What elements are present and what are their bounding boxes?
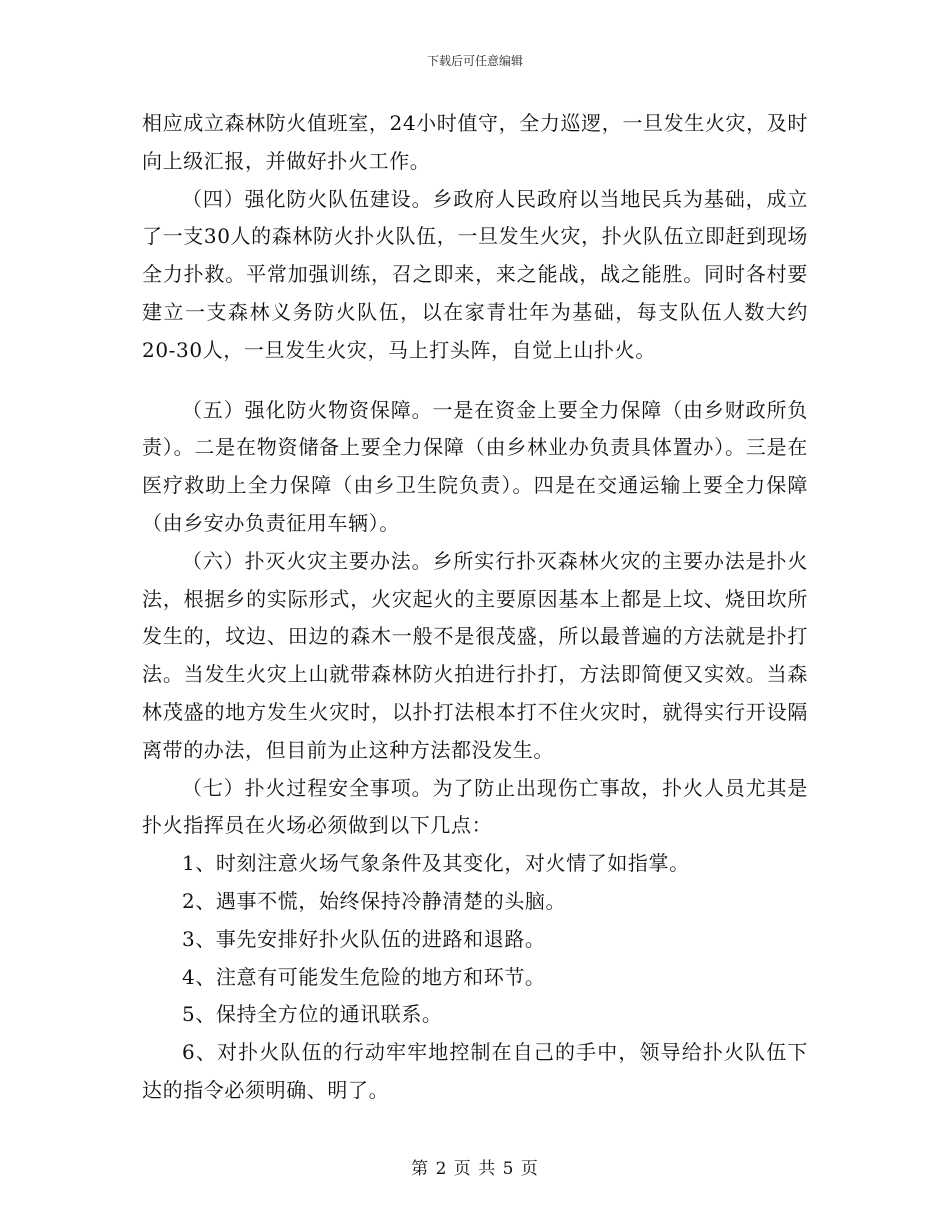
list-item-5: 5、保持全方位的通讯联系。 [182, 1002, 443, 1027]
list-item-3: 3、事先安排好扑火队伍的进路和退路。 [182, 926, 546, 951]
paragraph-continuation: 相应成立森林防火值班室，24小时值守，全力巡逻，一旦发生火灾，及时向上级汇报，并做好扑火工作。 [142, 111, 808, 173]
paragraph-section-4: （四）强化防火队伍建设。乡政府人民政府以当地民兵为基础，成立了一支30人的森林防火扑火队伍，一旦发生火灾，扑火队伍立即赶到现场全力扑救。平常加强训练，召之即来，来之能战，战之能胜。同时各村要建立一支森林义务防火队伍，以在家青壮年为基础，每支队伍人数大约20-30人，一旦发生火灾，马上打头阵，自觉上山扑火。 [142, 186, 808, 362]
paragraph-gap [142, 370, 808, 392]
page-footer: 第 2 页 共 5 页 [411, 1159, 539, 1179]
page-header: 下载后可任意编辑 [426, 54, 523, 68]
list-item-2: 2、遇事不慌，始终保持冷静清楚的头脑。 [182, 888, 567, 913]
document-body [142, 105, 808, 1110]
paragraph-section-7: （七）扑火过程安全事项。为了防止出现伤亡事故，扑火人员尤其是扑火指挥员在火场必须做到以下几点： [142, 775, 808, 838]
paragraph-section-6: （六）扑灭火灾主要办法。乡所实行扑灭森林火灾的主要办法是扑火法，根据乡的实际形式，火灾起火的主要原因基本上都是上坟、烧田坎所发生的，坟边、田边的森木一般不是很茂盛，所以最普遍的方法就是扑打法。当发生火灾上山就带森林防火拍进行扑打，方法即简便又实效。当森林茂盛的地方发生火灾时，以扑打法根本打不住火灾时，就得实行开设隔离带的办法，但目前为止这种方法都没发生。 [142, 548, 808, 762]
list-item-1: 1、时刻注意火场气象条件及其变化，对火情了如指掌。 [182, 851, 690, 876]
list-item-6: 6、对扑火队伍的行动牢牢地控制在自己的手中，领导给扑火队伍下达的指令必须明确、明了。 [142, 1040, 808, 1102]
paragraph-section-5: （五）强化防火物资保障。一是在资金上要全力保障（由乡财政所负责）。二是在物资储备上要全力保障（由乡林业办负责具体置办）。三是在医疗救助上全力保障（由乡卫生院负责）。四是在交通运输上要全力保障（由乡安办负责征用车辆）。 [142, 397, 808, 535]
list-item-4: 4、注意有可能发生危险的地方和环节。 [182, 964, 546, 989]
